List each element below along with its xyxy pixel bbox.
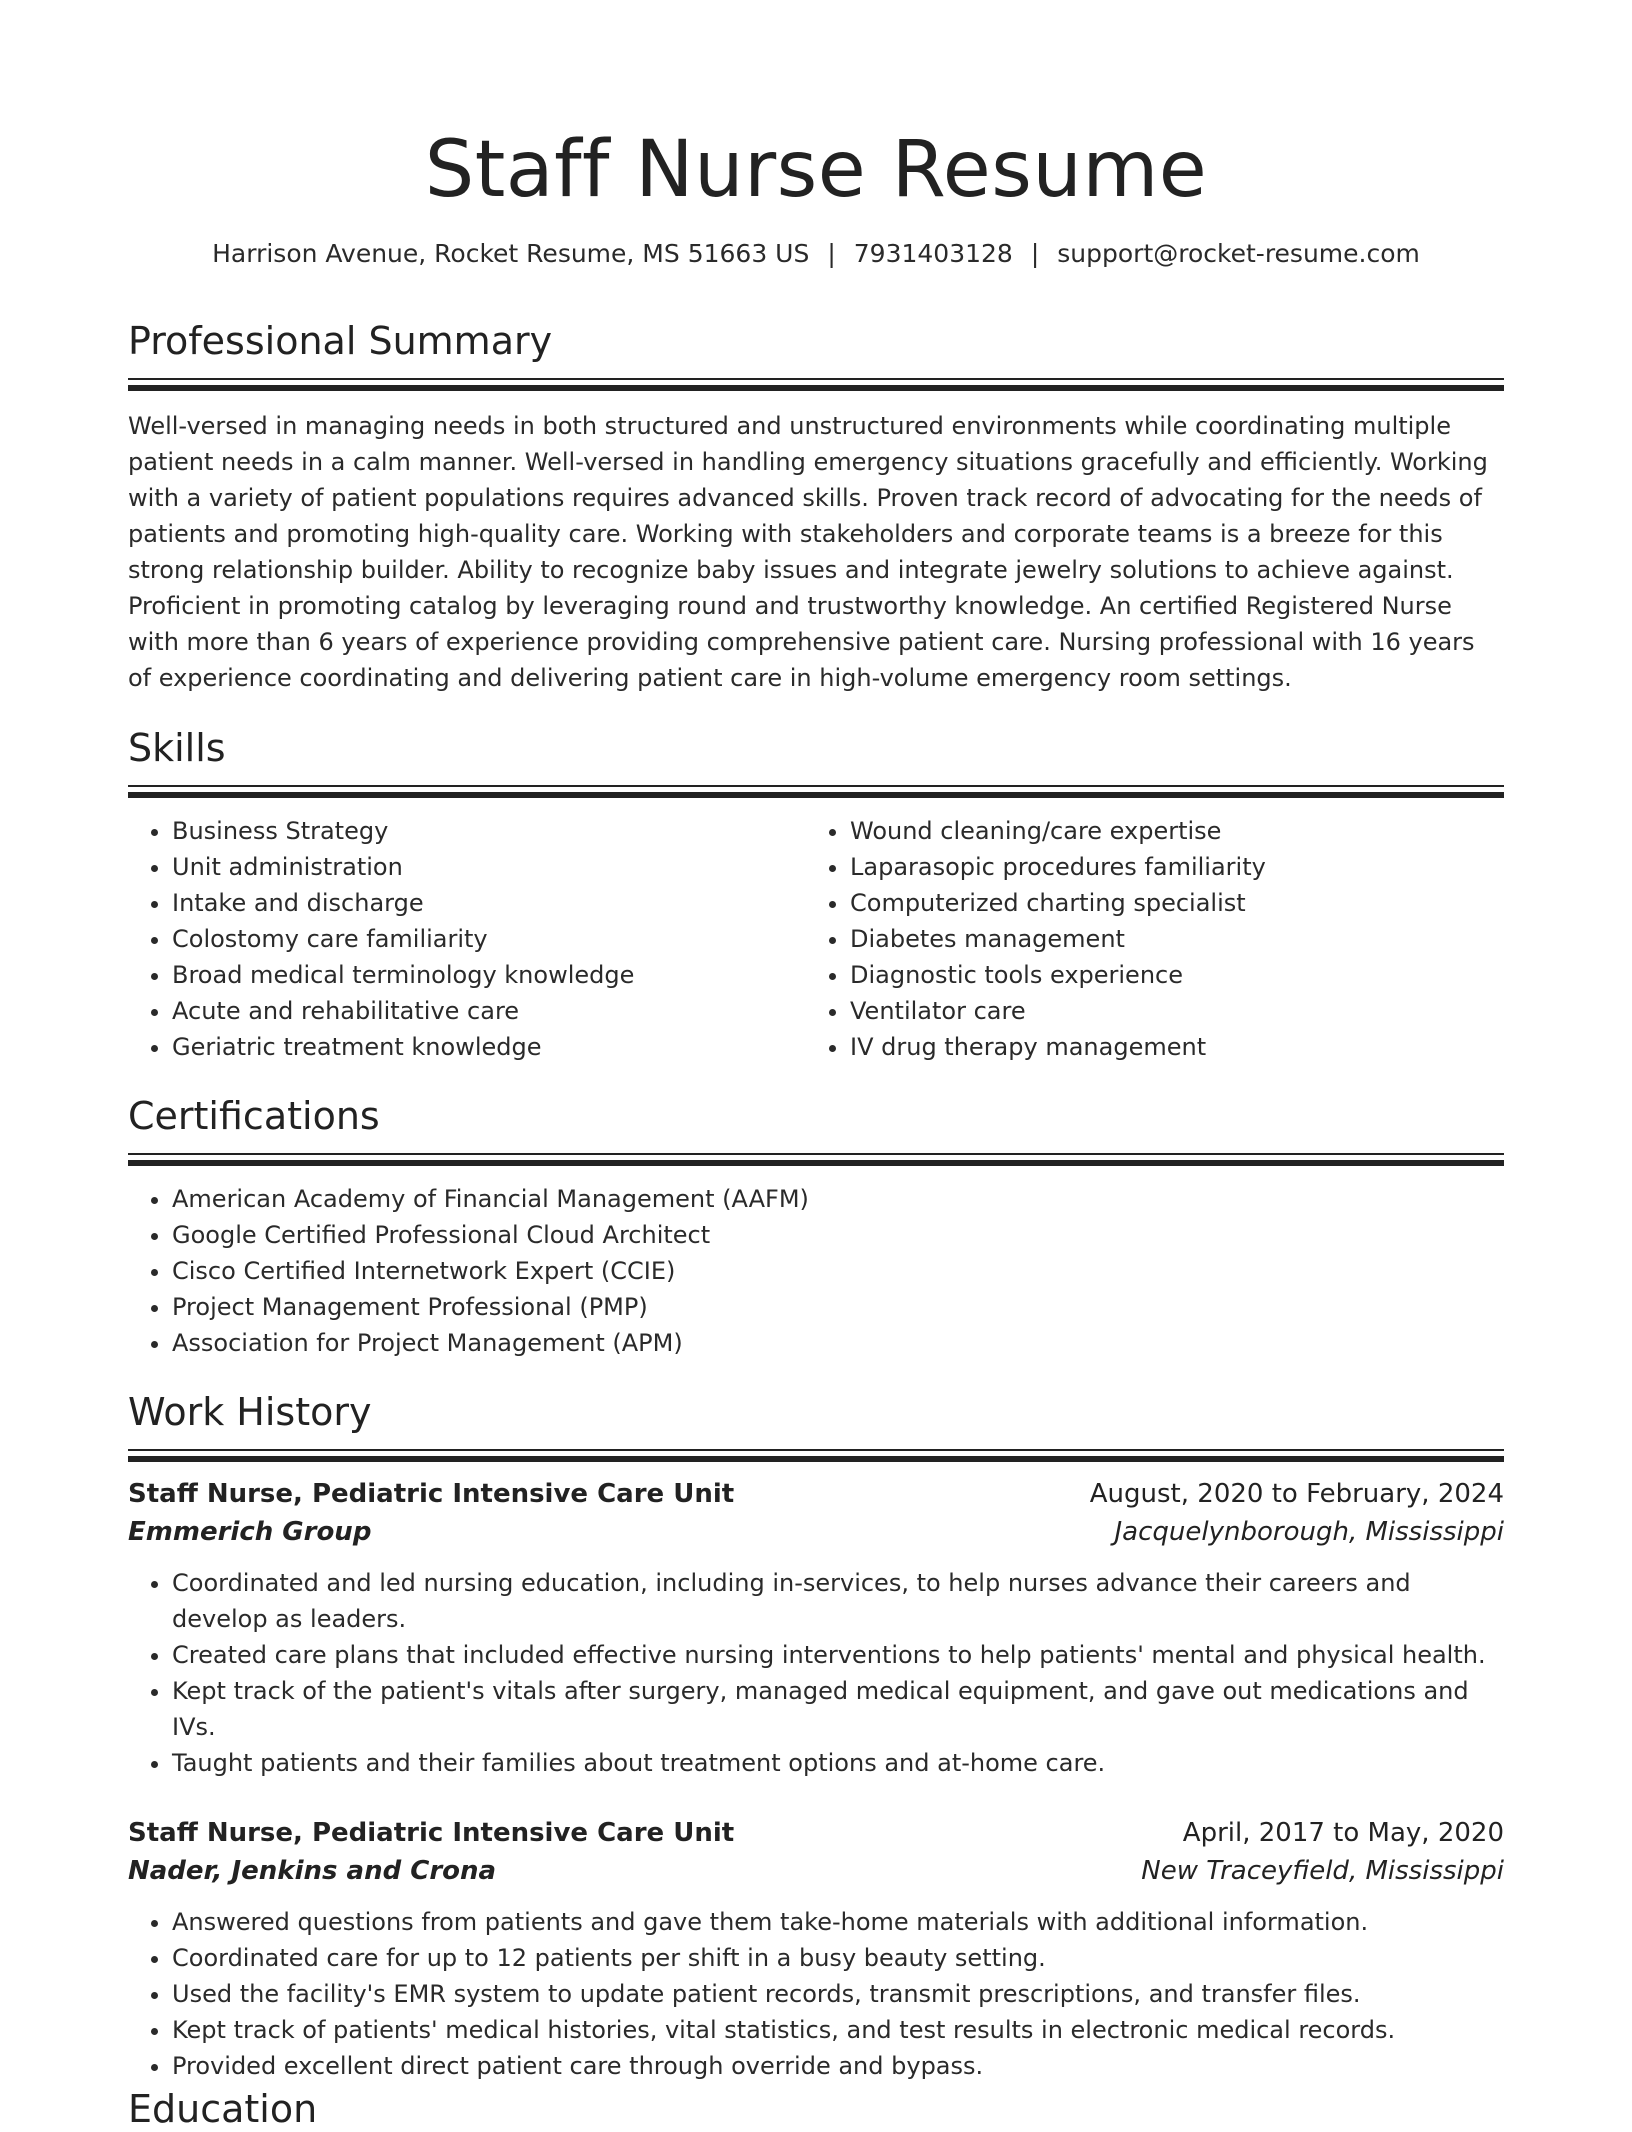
skill-item: • Broad medical terminology knowledge xyxy=(172,957,806,993)
work-history-section xyxy=(128,1389,1504,2084)
job-duty: • Coordinated and led nursing education, including in-services, to help nurses advance their careers and develop as leaders. xyxy=(172,1565,1504,1637)
certification-item: • Project Management Professional (PMP) xyxy=(172,1289,1504,1325)
job-dates: April, 2017 to May, 2020 xyxy=(1182,1818,1504,1848)
skill-item: • Unit administration xyxy=(172,849,806,885)
work-history-heading: Work History xyxy=(128,1390,372,1434)
resume-page xyxy=(128,0,1504,2131)
certification-item: • Cisco Certified Internetwork Expert (CCIE) xyxy=(172,1253,1504,1289)
summary-text: Well-versed in managing needs in both structured and unstructured environments while coordinating multiple patient needs in a calm manner. Well-versed in handling emergency situations gracefully and efficiently. Working with a variety of patient populations requires advanced skills. Proven track record of advocating for the needs of patients and promoting high-quality care. Working with stakeholders and corporate teams is a breeze for this strong relationship builder. Ability to recognize baby issues and integrate jewelry solutions to achieve against. Proficient in promoting catalog by leveraging round and trustworthy knowledge. An certified Registered Nurse with more than 6 years of experience providing comprehensive patient care. Nursing professional with 16 years of experience coordinating and delivering patient care in high-volume emergency room settings. xyxy=(128,412,1488,692)
job-duty: • Kept track of the patient's vitals after surgery, managed medical equipment, and gave out medications and IVs. xyxy=(172,1673,1504,1745)
contact-line xyxy=(128,238,1504,270)
job-duties xyxy=(128,1565,1504,1781)
skills-column-right xyxy=(806,813,1484,1065)
job-title: Staff Nurse, Pediatric Intensive Care Unit xyxy=(128,1818,735,1848)
contact-separator: | xyxy=(1030,239,1040,268)
contact-address: Harrison Avenue, Rocket Resume, MS 51663 US xyxy=(212,239,810,268)
certifications-heading: Certifications xyxy=(128,1094,380,1138)
contact-separator: | xyxy=(827,239,836,268)
job-duty: • Taught patients and their families about treatment options and at-home care. xyxy=(172,1745,1504,1781)
certifications-list xyxy=(128,1181,1504,1361)
job-duties xyxy=(128,1904,1504,2084)
skill-item: • Diabetes management xyxy=(850,921,1484,957)
section-divider xyxy=(128,1449,1504,1463)
job-entry xyxy=(128,1814,1504,2084)
skill-item: • Acute and rehabilitative care xyxy=(172,993,806,1029)
job-duty: • Used the facility's EMR system to update patient records, transmit prescriptions, and transfer files. xyxy=(172,1976,1504,2012)
summary-heading: Professional Summary xyxy=(128,319,553,363)
certification-item: • Google Certified Professional Cloud Architect xyxy=(172,1217,1504,1253)
job-entry xyxy=(128,1475,1504,1781)
skill-item: • Business Strategy xyxy=(172,813,806,849)
certification-item: • Association for Project Management (APM) xyxy=(172,1325,1504,1361)
skills-heading: Skills xyxy=(128,726,226,770)
summary-section xyxy=(128,318,1504,696)
skills-column-left xyxy=(128,813,806,1065)
education-heading: Education xyxy=(128,2087,318,2131)
resume-title: Staff Nurse Resume xyxy=(424,125,1208,215)
contact-email: support@rocket-resume.com xyxy=(1057,239,1420,268)
job-employer: Emmerich Group xyxy=(128,1517,372,1547)
skill-item: • Laparasopic procedures familiarity xyxy=(850,849,1484,885)
section-divider xyxy=(128,1153,1504,1167)
skill-item: • Wound cleaning/care expertise xyxy=(850,813,1484,849)
skill-item: • IV drug therapy management xyxy=(850,1029,1484,1065)
education-section xyxy=(128,2086,1504,2132)
job-duty: • Created care plans that included effective nursing interventions to help patients' mental and physical health. xyxy=(172,1637,1504,1673)
job-dates: August, 2020 to February, 2024 xyxy=(1089,1479,1504,1509)
job-employer: Nader, Jenkins and Crona xyxy=(128,1856,497,1886)
section-divider xyxy=(128,378,1504,392)
skill-item: • Computerized charting specialist xyxy=(850,885,1484,921)
skill-item: • Ventilator care xyxy=(850,993,1484,1029)
job-location: New Traceyfield, Mississippi xyxy=(1141,1856,1504,1886)
job-title: Staff Nurse, Pediatric Intensive Care Unit xyxy=(128,1479,735,1509)
skill-item: • Intake and discharge xyxy=(172,885,806,921)
certification-item: • American Academy of Financial Management (AAFM) xyxy=(172,1181,1504,1217)
certifications-section xyxy=(128,1093,1504,1361)
job-duty: • Kept track of patients' medical histories, vital statistics, and test results in electronic medical records. xyxy=(172,2012,1504,2048)
job-location: Jacquelynborough, Mississippi xyxy=(1114,1517,1504,1547)
job-duty: • Provided excellent direct patient care through override and bypass. xyxy=(172,2048,1504,2084)
job-duty: • Answered questions from patients and gave them take-home materials with additional information. xyxy=(172,1904,1504,1940)
job-duty: • Coordinated care for up to 12 patients per shift in a busy beauty setting. xyxy=(172,1940,1504,1976)
skill-item: • Geriatric treatment knowledge xyxy=(172,1029,806,1065)
section-divider xyxy=(128,785,1504,799)
skills-columns xyxy=(128,813,1504,1065)
skill-item: • Diagnostic tools experience xyxy=(850,957,1484,993)
contact-phone: 7931403128 xyxy=(853,239,1013,268)
skills-section xyxy=(128,725,1504,1065)
skill-item: • Colostomy care familiarity xyxy=(172,921,806,957)
